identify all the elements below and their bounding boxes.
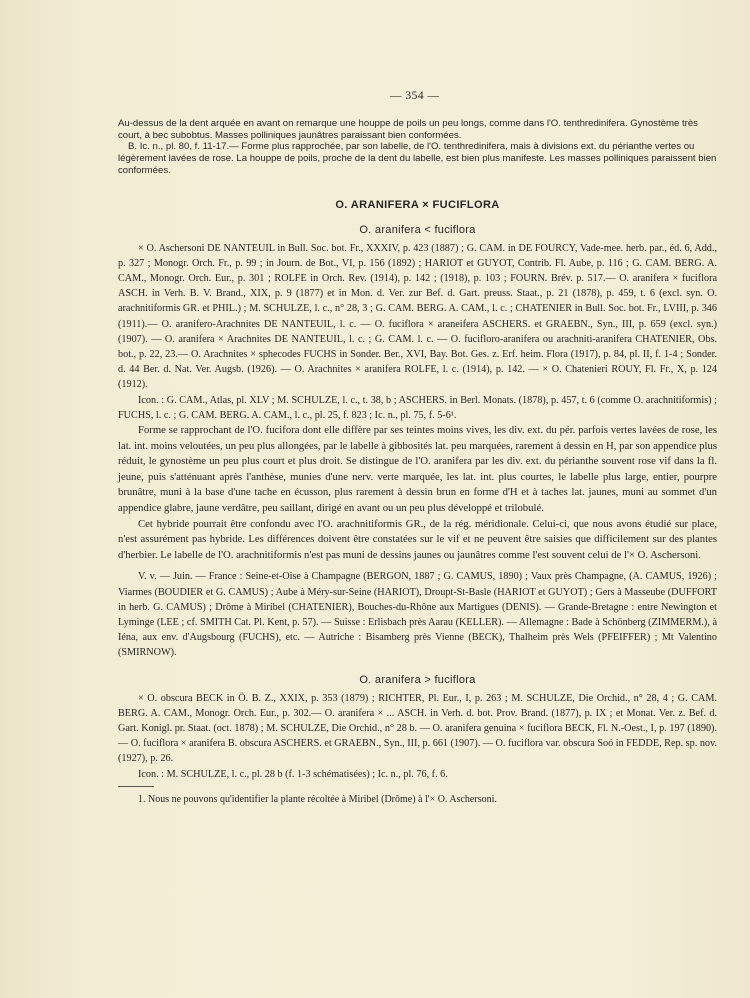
section-body (118, 241, 717, 661)
synonymy-paragraph: × O. obscura BECK in Ö. B. Z., XXIX, p. 353 (1879) ; RICHTER, Pl. Eur., I, p. 263 ; M. SCHULZE, Die Orchid., n° 28, 4 ; G. CAM. BERG. A. CAM., Monogr. Orch. Eur., p. 302.— O. aranifera × ... ASCH. in Verh. d. bot. Prov. Brand. (1877), p. IX ; et Monat. Ver. z. Bef. d. Gart. Konigl. pr. Staat. (oct. 1878) ; M. SCHULZE, Die Orchid., n° 28 b. — O. aranifera genuina × fuciflora BECK, Fl. N.-Oest., I, p. 197 (1890). — O. fuciflora × aranifera B. obscura ASCHERS. et GRAEBN., Syn., III, p. 661 (1907). — O. fuciflora var. obscura Soó in FEDDE, Rep. sp. nov. (1927), p. 26. (118, 692, 717, 765)
section-body (118, 691, 717, 782)
description-paragraph: Cet hybride pourrait être confondu avec l'O. arachnitiformis GR., de la rég. méridionale. Celui-ci, que nous avons étudié sur place, n'est assurément pas hybride. Les différences doivent être constatées sur le vif et ne peuvent être saisies que difficilement sur des plantes d'herbier. Le labelle de l'O. arachnitiformis n'est pas muni de dessins jaunes ou jaunâtres comme l'est souvent celui de l'× O. Aschersoni. (118, 517, 717, 561)
synonymy-paragraph: × O. Aschersoni DE NANTEUIL in Bull. Soc. bot. Fr., XXXIV, p. 423 (1887) ; G. CAM. in DE FOURCY, Vade-mee. herb. par., éd. 6, Add., p. 327 ; Monogr. Orch. Fr., p. 99 ; in Journ. de Bot., VI, p. 156 (1892) ; HARIOT et GUYOT, Contrib. Fl. Aube, p. 116 ; G. CAM. BERG. A. CAM., Monogr. Orch. Eur., p. 301 ; ROLFE in Orch. Rev. (1914), p. 142 ; (1918), p. 103 ; FOURN. Brév. p. 517.— O. aranifera × fuciflora ASCH. in Verh. B. V. Brand., XIX, p. 9 (1877) et in Mon. d. Ver. zur Bef. d. Gart. preuss. Staat., p. 21 (1878), p. 459, t. 6 (excl. syn. O. arachnitiformis GR. et PHIL.) ; M. SCHULZE, l. c., n° 28, 3 ; G. CAM. BERG. A. CAM., l. c. ; CHATENIER in Bull. Soc. bot. Fr., LVIII, p. 346 (1911).— O. aranifero-Arachnites DE NANTEUIL, l. c. — O. fuciflora × araneifera ASCHERS. et GRAEBN., Syn., III, p. 659 (excl. syn.) (1907). — O. aranifera × Arachnites DE NANTEUIL, l. c. ; G. CAM. l. c. — O. fucifloro-aranifera ou arachniti-aranifera CHATENIER, Obs. bot., p. 22, 23.— O. Arachnites × sphecodes FUCHS in Sonder. Ber., XVI, Bay. Bot. Ges. z. Erf. heim. Flora (1917), p. 84, pl. II, f. 1-4 ; Sonder. d. 44 Ber. d. Nat. Ver. Augsb. (1926). — O. Arachnites × aranifera ROLFE, l. c. (1914), p. 142. — × O. Chatenieri ROUY, Fl. Fr., X, p. 124 (1912). (118, 242, 717, 391)
intro-block (118, 118, 717, 177)
distribution-paragraph: V. v. — Juin. — France : Seine-et-Oise à Champagne (BERGON, 1887 ; G. CAMUS, 1890) ; Vaux près Champagne, (A. CAMUS, 1926) ; Viarmes (BOUDIER et G. CAMUS) ; Aube à Méry-sur-Seine (HARIOT), Droupt-St-Basle (HARIOT et GUYOT) ; Gers à Masseube (DUFFORT in herb. G. CAMUS) ; Drôme à Miribel (CHATENIER), Bouches-du-Rhône aux Martigues (DENIS). — Grande-Bretagne : entre Newington et Lyminge (LEE ; cf. SMITH Cat. Pl. Kent, p. 57). — Suisse : Erlisbach près Aarau (KELLER). — Allemagne : Bade à Schönberg (ZIMMERM.), à Iéna, aux env. d'Augsbourg (FUCHS), etc. — Autriche : Bisamberg près Vienne (BECK), Thalheim près Wels (PFEIFFER) ; Mt Valentino (SMIRNOW). (118, 571, 717, 659)
page-number: — 354 — (390, 90, 440, 102)
footnote: 1. Nous ne pouvons qu'identifier la plante récoltée à Miribel (Drôme) à l'× O. Aschersoni. (138, 793, 497, 805)
icon-paragraph: Icon. : G. CAM., Atlas, pl. XLV ; M. SCHULZE, l. c., t. 38, b ; ASCHERS. in Berl. Monats. (1878), p. 457, t. 6 (comme O. arachnitiformis) ; FUCHS, l. c. ; G. CAM. BERG. A. CAM., l. c., pl. 25, f. 823 ; Ic. n., pl. 75, f. 5-6¹. (118, 394, 717, 421)
description-paragraph: Forme se rapprochant de l'O. fucifora dont elle diffère par ses teintes moins vives, les div. ext. du pér. parfois vertes lavées de rose, les lat. int. moins veloutées, un peu plus allongées, par le labelle à gibbosités lat. peu marquées, rarement à dessin en H, par son appendice plus réduit, le gynostème un peu plus court et plus droit. Se distingue de l'O. aranifera par les div. ext. du périanthe souvent rose vif dans la fl. jeune, puis s'atténuant après l'anthèse, munies d'une nerv. verte marquée, les lat. int. plus courtes, le labelle plus large, entier, pourpre brunâtre, muni à la base d'une tache en écusson, plus rarement à dessin brun en forme d'H et à taches lat. jaunes, muni au sommet d'un appendice glabre, jaune verdâtre, peu saillant, dirigé en avant ou un peu plus développé et trilobulé. (118, 423, 717, 514)
footnote-rule (118, 786, 154, 787)
intro-paragraph: B. Ic. n., pl. 80, f. 11-17.— Forme plus rapprochée, par son labelle, de l'O. tenthredinifera, mais à divisions ext. du périanthe vertes ou légèrement lavées de rose. La houppe de poils, proche de la dent du labelle, est bien plus manifeste. Les masses polliniques paraissent bien conformées. (118, 141, 717, 176)
section-heading: O. ARANIFERA × FUCIFLORA (335, 198, 500, 211)
intro-paragraph: Au-dessus de la dent arquée en avant on remarque une houppe de poils un peu longs, comme dans l'O. tenthredinifera. Gynostème très court, à bec subobtus. Masses polliniques jaunâtres paraissant bien conformées. (118, 118, 698, 141)
icon-paragraph: Icon. : M. SCHULZE, l. c., pl. 28 b (f. 1-3 schématisées) ; Ic. n., pl. 76, f. 6. (138, 768, 448, 780)
subsection-heading: O. aranifera < fuciflora (359, 223, 476, 236)
subsection-heading: O. aranifera > fuciflora (359, 673, 476, 686)
